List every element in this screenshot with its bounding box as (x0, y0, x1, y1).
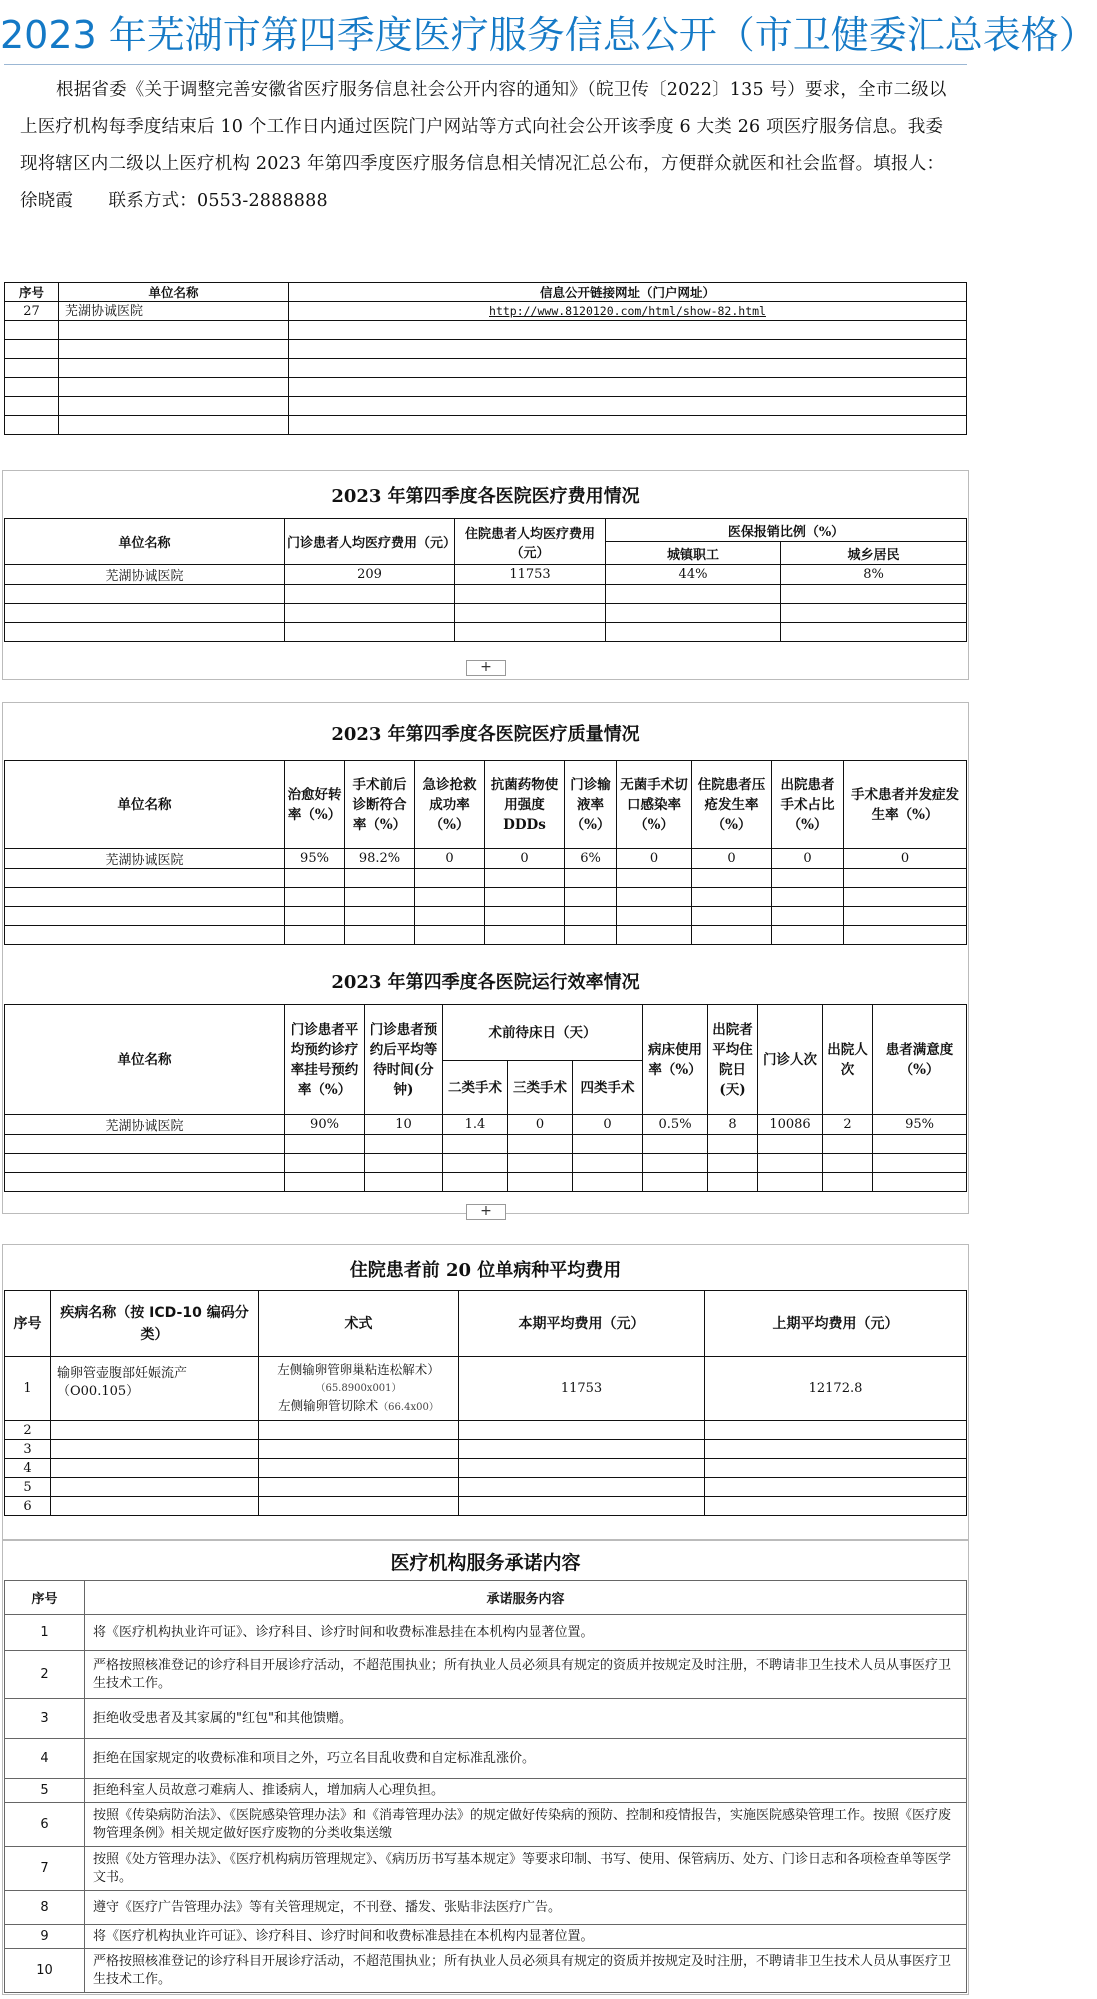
expand-button[interactable]: + (466, 660, 506, 676)
expense-header-insurance: 医保报销比例（%） (606, 519, 967, 542)
disease-row-previous: 12172.8 (705, 1357, 967, 1421)
quality-header-2: 手术前后诊断符合率（%） (345, 761, 415, 849)
hospital-url-link[interactable]: http://www.8120120.com/html/show-82.html (289, 302, 967, 321)
commitment-text: 遵守《医疗广告管理办法》等有关管理规定，不刊登、播发、张贴非法医疗广告。 (85, 1891, 967, 1925)
table-row (5, 397, 967, 416)
links-row-name: 芜湖协诚医院 (59, 302, 289, 321)
commitment-text: 拒绝在国家规定的收费标准和项目之外，巧立名目乱收费和自定标准乱涨价。 (85, 1739, 967, 1779)
efficiency-header-preop: 术前待床日（天） (443, 1005, 643, 1061)
commitment-no: 4 (5, 1739, 85, 1779)
table-row (5, 1154, 967, 1173)
procedure-1-code: （65.8900x001） (315, 1383, 402, 1394)
disease-row-no: 6 (5, 1497, 51, 1516)
quality-header-7: 住院患者压疮发生率（%） (692, 761, 772, 849)
commitment-header-no: 序号 (5, 1581, 85, 1615)
table-row (5, 1847, 967, 1891)
commitment-title: 医疗机构服务承诺内容 (390, 1552, 581, 1574)
disease-row-no: 5 (5, 1478, 51, 1497)
commitment-text: 按照《处方管理办法》、《医疗机构病历管理规定》、《病历历书写基本规定》等要求印制、书写、使用、保管病历、处方、门诊日志和各项检查单等医学文书。 (85, 1847, 967, 1891)
table-row (5, 585, 967, 604)
commitment-text: 严格按照核准登记的诊疗科目开展诊疗活动，不超范围执业；所有执业人员必须具有规定的资质并按规定及时注册，不聘请非卫生技术人员从事医疗卫生技术工作。 (85, 1651, 967, 1699)
table-row (5, 1891, 967, 1925)
expense-row-rural: 8% (781, 565, 967, 585)
links-table (4, 282, 967, 435)
table-row (5, 888, 967, 907)
disease-header-procedure: 术式 (259, 1291, 459, 1357)
table-row (5, 1115, 967, 1135)
efficiency-header-unit: 单位名称 (5, 1005, 285, 1115)
disease-row-current: 11753 (459, 1357, 705, 1421)
table-row (5, 378, 967, 397)
efficiency-header-stay: 出院者平均住院日(天) (708, 1005, 758, 1115)
efficiency-header-bed: 病床使用率（%） (643, 1005, 708, 1115)
quality-cell: 98.2% (345, 849, 415, 869)
efficiency-cell: 8 (708, 1115, 758, 1135)
procedure-2: 左侧输卵管切除术 (278, 1398, 379, 1413)
expense-table (4, 518, 967, 642)
efficiency-header-satisfaction: 患者满意度（%） (873, 1005, 967, 1115)
table-row (5, 1651, 967, 1699)
disease-title: 住院患者前 20 位单病种平均费用 (349, 1260, 622, 1281)
table-row (5, 1459, 967, 1478)
quality-header-6: 无菌手术切口感染率（%） (617, 761, 692, 849)
quality-cell: 95% (285, 849, 345, 869)
quality-cell: 0 (692, 849, 772, 869)
table-row (5, 623, 967, 642)
expense-row-urban: 44% (606, 565, 781, 585)
efficiency-header-level3: 三类手术 (508, 1061, 573, 1115)
efficiency-cell: 2 (823, 1115, 873, 1135)
table-row (5, 416, 967, 435)
disease-header-name: 疾病名称（按 ICD-10 编码分类） (51, 1291, 259, 1357)
links-header-no: 序号 (5, 283, 59, 302)
table-row (5, 1421, 967, 1440)
efficiency-cell: 10 (365, 1115, 443, 1135)
expense-row-inpatient: 11753 (455, 565, 606, 585)
expense-header-outpatient: 门诊患者人均医疗费用（元） (285, 519, 455, 565)
table-row (5, 604, 967, 623)
table-row (5, 1478, 967, 1497)
table-row (5, 926, 967, 945)
quality-header-1: 治愈好转率（%） (285, 761, 345, 849)
commitment-no: 8 (5, 1891, 85, 1925)
table-row (5, 321, 967, 340)
links-row-no: 27 (5, 302, 59, 321)
commitment-text: 将《医疗机构执业许可证》、诊疗科目、诊疗时间和收费标准悬挂在本机构内显著位置。 (85, 1615, 967, 1651)
efficiency-cell: 0.5% (643, 1115, 708, 1135)
page-title: 2023 年芜湖市第四季度医疗服务信息公开（市卫健委汇总表格） (0, 13, 1097, 57)
table-row (5, 1357, 967, 1421)
efficiency-header-booking: 门诊患者平均预约诊疗率挂号预约率（%） (285, 1005, 365, 1115)
table-row (5, 1949, 967, 1993)
commitment-text: 将《医疗机构执业许可证》、诊疗科目、诊疗时间和收费标准悬挂在本机构内显著位置。 (85, 1925, 967, 1949)
disease-table (4, 1290, 967, 1516)
disease-header-current: 本期平均费用（元） (459, 1291, 705, 1357)
procedure-1: 左侧输卵管卵巢粘连松解术） (277, 1362, 440, 1377)
efficiency-header-level2: 二类手术 (443, 1061, 508, 1115)
disease-row-no: 4 (5, 1459, 51, 1478)
commitment-no: 7 (5, 1847, 85, 1891)
commitment-no: 9 (5, 1925, 85, 1949)
quality-header-3: 急诊抢救成功率（%） (415, 761, 485, 849)
disease-row-no: 2 (5, 1421, 51, 1440)
disease-header-no: 序号 (5, 1291, 51, 1357)
quality-cell: 0 (617, 849, 692, 869)
quality-header-9: 手术患者并发症发生率（%） (844, 761, 967, 849)
commitment-no: 3 (5, 1699, 85, 1739)
procedure-2-code: （66.4x00） (378, 1402, 439, 1413)
quality-title: 2023 年第四季度各医院医疗质量情况 (331, 724, 640, 745)
table-row (5, 1173, 967, 1192)
table-row (5, 907, 967, 926)
table-row (5, 1497, 967, 1516)
commitment-text: 拒绝收受患者及其家属的"红包"和其他馈赠。 (85, 1699, 967, 1739)
commitment-no: 2 (5, 1651, 85, 1699)
quality-header-4: 抗菌药物使用强度DDDs (485, 761, 565, 849)
quality-table (4, 760, 967, 945)
efficiency-table (4, 1004, 967, 1192)
commitment-text: 按照《传染病防治法》、《医院感染管理办法》和《消毒管理办法》的规定做好传染病的预防、控制和疫情报告，实施医院感染管理工作。按照《医疗废物管理条例》相关规定做好医疗废物的分类收集送缴 (85, 1803, 967, 1847)
efficiency-cell: 1.4 (443, 1115, 508, 1135)
commitment-header-content: 承诺服务内容 (85, 1581, 967, 1615)
quality-cell: 0 (415, 849, 485, 869)
disease-row-no: 1 (5, 1357, 51, 1421)
table-row (5, 849, 967, 869)
commitment-no: 5 (5, 1779, 85, 1803)
title-divider (4, 64, 967, 65)
quality-cell: 0 (485, 849, 565, 869)
table-row (5, 1615, 967, 1651)
table-row (5, 359, 967, 378)
table-row (5, 1779, 967, 1803)
table-row (5, 565, 967, 585)
disease-row-name: 输卵管壶腹部妊娠流产（O00.105） (51, 1357, 259, 1421)
commitment-no: 1 (5, 1615, 85, 1651)
disease-row-no: 3 (5, 1440, 51, 1459)
quality-cell: 0 (844, 849, 967, 869)
efficiency-header-level4: 四类手术 (573, 1061, 643, 1115)
quality-cell: 0 (772, 849, 844, 869)
efficiency-header-visits: 门诊人次 (758, 1005, 823, 1115)
expense-title: 2023 年第四季度各医院医疗费用情况 (331, 486, 640, 507)
commitment-no: 10 (5, 1949, 85, 1993)
efficiency-row-name: 芜湖协诚医院 (5, 1115, 285, 1135)
efficiency-title: 2023 年第四季度各医院运行效率情况 (331, 972, 640, 993)
efficiency-cell: 0 (508, 1115, 573, 1135)
commitment-text: 拒绝科室人员故意刁难病人、推诿病人，增加病人心理负担。 (85, 1779, 967, 1803)
table-row (5, 1440, 967, 1459)
expense-row-outpatient: 209 (285, 565, 455, 585)
table-row (5, 869, 967, 888)
quality-row-name: 芜湖协诚医院 (5, 849, 285, 869)
quality-header-8: 出院患者手术占比（%） (772, 761, 844, 849)
table-row (5, 1739, 967, 1779)
expense-header-urban: 城镇职工 (606, 542, 781, 565)
table-row (5, 340, 967, 359)
efficiency-header-discharge: 出院人次 (823, 1005, 873, 1115)
table-row (5, 1925, 967, 1949)
table-row (5, 1803, 967, 1847)
efficiency-cell: 0 (573, 1115, 643, 1135)
quality-cell: 6% (565, 849, 617, 869)
expense-header-inpatient: 住院患者人均医疗费用（元） (455, 519, 606, 565)
links-header-name: 单位名称 (59, 283, 289, 302)
expense-row-name: 芜湖协诚医院 (5, 565, 285, 585)
commitment-table (4, 1580, 967, 1993)
intro-paragraph: 根据省委《关于调整完善安徽省医疗服务信息社会公开内容的通知》（皖卫传〔2022〕135 号）要求，全市二级以上医疗机构每季度结束后 10 个工作日内通过医院门户网站等方式向社会公开该季度 6 大类 26 项医疗服务信息。我委现将辖区内二级以上医疗机构 2023 年第四季度医疗服务信息相关情况汇总公布，方便群众就医和社会监督。填报人：徐晓霞 联系方式：0553-2888888 (20, 80, 947, 211)
quality-header-0: 单位名称 (5, 761, 285, 849)
disease-header-previous: 上期平均费用（元） (705, 1291, 967, 1357)
expand-button[interactable]: + (466, 1204, 506, 1220)
quality-header-5: 门诊输液率（%） (565, 761, 617, 849)
commitment-no: 6 (5, 1803, 85, 1847)
expense-header-rural: 城乡居民 (781, 542, 967, 565)
efficiency-cell: 95% (873, 1115, 967, 1135)
expense-header-unit: 单位名称 (5, 519, 285, 565)
table-row (5, 302, 967, 321)
efficiency-header-wait: 门诊患者预约后平均等待时间(分钟) (365, 1005, 443, 1115)
disease-row-procedure (259, 1357, 459, 1421)
efficiency-cell: 10086 (758, 1115, 823, 1135)
efficiency-cell: 90% (285, 1115, 365, 1135)
commitment-text: 严格按照核准登记的诊疗科目开展诊疗活动，不超范围执业；所有执业人员必须具有规定的资质并按规定及时注册，不聘请非卫生技术人员从事医疗卫生技术工作。 (85, 1949, 967, 1993)
links-header-url: 信息公开链接网址（门户网址） (289, 283, 967, 302)
table-row (5, 1135, 967, 1154)
table-row (5, 1699, 967, 1739)
